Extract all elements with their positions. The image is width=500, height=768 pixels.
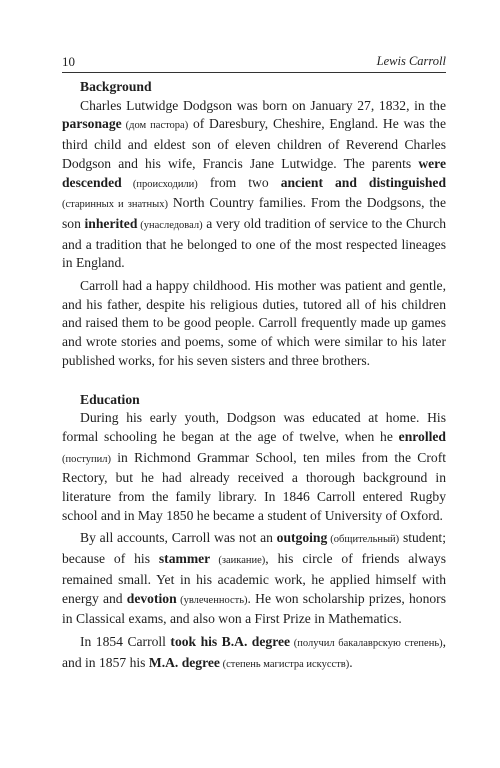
russian-gloss: (происходили) (121, 178, 198, 190)
text-run: Carroll had a happy childhood. His mother was patient and gentle, and his father, despite his religious duties, tutored all of his children and raised them to be good people. Carroll frequently made up games and wrote stories and poems, some of which were similar to his later published works, for his seven sisters and three brothers. (62, 278, 446, 368)
body-text (62, 78, 446, 678)
paragraph (62, 97, 446, 273)
text-run: , and in 1857 his (62, 633, 447, 670)
text-run: of Daresbury, Cheshire, England. He was the third child and eldest son of eleven children of Reverend Charles Dodgson and his wife, Francis Jane Lutwidge. The parents (62, 116, 446, 171)
text-run: from two (197, 174, 281, 190)
text-run: a very old tradition of service to the Church and a tradition that he belonged to one of the most respected lineages in England. (62, 215, 446, 271)
paragraph (62, 529, 446, 629)
text-run: In 1854 Carroll (80, 633, 171, 649)
section-heading-education: Education (80, 391, 140, 407)
russian-gloss: (унаследовал) (137, 219, 203, 231)
vocab-term: parsonage (62, 116, 122, 132)
vocab-term: took his B.A. degree (170, 633, 291, 649)
running-head: Lewis Carroll (376, 54, 446, 68)
vocab-term: stammer (158, 551, 211, 567)
page-header (62, 54, 446, 73)
text-run: , his circle of friends always remained small. Yet in his academic work, he applied himself with energy and (62, 551, 447, 606)
paragraph (62, 277, 446, 371)
russian-gloss: (увлеченность) (176, 594, 248, 606)
russian-gloss: (заикание) (210, 555, 266, 567)
text-run: North Country families. From the Dodgsons, the son (62, 195, 447, 231)
russian-gloss: (дом пастора) (121, 120, 189, 132)
paragraph (62, 633, 446, 674)
russian-gloss: (получил бакалаврскую степень) (290, 637, 443, 649)
russian-gloss: (степень магистра искусств) (219, 658, 350, 670)
vocab-term: devotion (126, 590, 177, 606)
vocab-term: inherited (84, 215, 138, 231)
russian-gloss: (поступил) (62, 453, 111, 465)
text-run: . (349, 654, 353, 670)
text-run: During his early youth, Dodgson was educated at home. His formal schooling he began at the age of twelve, when he (62, 410, 446, 444)
vocab-term: enrolled (398, 428, 446, 444)
russian-gloss: (общительный) (327, 534, 400, 546)
text-run: student; because of his (62, 530, 446, 567)
text-run: Charles Lutwidge Dodgson was born on January 27, 1832, in the (80, 97, 446, 113)
russian-gloss: (старинных и знатных) (62, 199, 168, 211)
section-heading-background: Background (80, 79, 152, 94)
vocab-term: M.A. degree (148, 654, 220, 670)
text-run: in Richmond Grammar School, ten miles from the Croft Rectory, but he had already received a thorough background in literature from the family library. In 1846 Carroll entered Rugby school and in May 1850 he became a student of University of Oxford. (62, 449, 446, 523)
text-run: By all accounts, Carroll was not an (80, 530, 277, 546)
vocab-term: ancient and distinguished (280, 174, 447, 190)
vocab-term: were descended (62, 155, 446, 190)
page-number: 10 (62, 54, 75, 69)
vocab-term: outgoing (276, 530, 328, 546)
paragraph (62, 409, 446, 525)
text-run: . He won scholarship prizes, honors in Classical exams, and also won a First Prize in Mathematics. (62, 590, 446, 627)
